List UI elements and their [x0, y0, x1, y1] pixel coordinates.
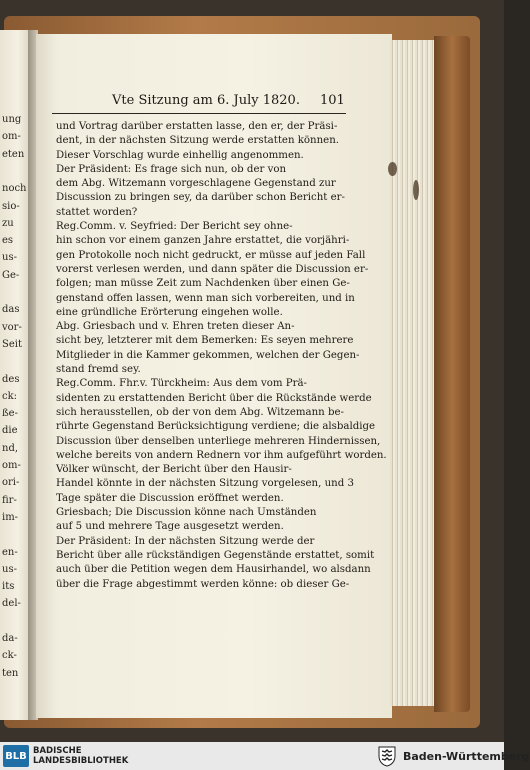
- text-line: auf 5 und mehrere Tage ausgesetzt werden.: [56, 521, 284, 533]
- text-line: dem Abg. Witzemann vorgeschlagene Gegenstand zur: [56, 178, 336, 190]
- library-name-line2: LANDESBIBLIOTHEK: [33, 756, 129, 766]
- text-line: Discussion über denselben unterliege mehreren Hindernissen,: [56, 435, 381, 447]
- left-page-fragment: es: [2, 235, 14, 247]
- running-header: Vte Sitzung am 6. July 1820.: [112, 93, 300, 108]
- left-page-fragment: Ge-: [2, 269, 20, 281]
- book-spine: [434, 36, 470, 712]
- left-page-fragment: das: [2, 304, 20, 316]
- text-line: Reg.Comm. Fhr.v. Türckheim: Aus dem vom Prä-: [56, 378, 307, 390]
- text-line: welche bereits von andern Rednern vor ihm aufgeführt worden.: [56, 449, 387, 461]
- text-line: genstand offen lassen, wenn man sich vorbereiten, und in: [56, 292, 355, 304]
- text-line: dent, in der nächsten Sitzung werde erstatten können.: [56, 135, 340, 147]
- library-name[interactable]: [33, 746, 128, 766]
- ink-stain: [413, 180, 419, 200]
- text-line: Handel könnte in der nächsten Sitzung vorgelesen, und 3: [56, 478, 354, 490]
- left-page-fragment: ung: [2, 114, 22, 125]
- left-page-fragment: da-: [2, 633, 18, 644]
- state-crest-icon: [378, 745, 396, 767]
- left-page-fragment: zu: [2, 217, 14, 229]
- library-logo[interactable]: BLB: [3, 745, 29, 767]
- left-page-fragment: us-: [2, 563, 17, 575]
- left-page-fragment: im-: [2, 511, 19, 523]
- left-page-fragment: ck-: [2, 650, 17, 662]
- library-name-line1: BADISCHE: [33, 746, 82, 756]
- left-page-fragment: om-: [2, 131, 21, 143]
- left-page-edge: [0, 30, 30, 720]
- ink-stain: [388, 162, 397, 176]
- page-body: [56, 120, 387, 592]
- text-line: Tage später die Discussion eröffnet werden.: [56, 492, 284, 504]
- text-line: Völker wünscht, der Bericht über den Hausir-: [56, 464, 292, 476]
- text-line: Discussion zu bringen sey, da darüber schon Bericht er-: [56, 192, 345, 204]
- text-line: sidenten zu erstattenden Bericht über die Rückstände werde: [56, 392, 372, 404]
- text-line: folgen; man müsse Zeit zum Nachdenken über einen Ge-: [56, 278, 350, 290]
- text-line: sicht bey, letzterer mit dem Bemerken: Es seyen mehrere: [56, 335, 354, 347]
- text-line: Bericht über alle rückständigen Gegenstände erstattet, somit: [56, 549, 375, 561]
- left-page-fragment: eten: [2, 148, 25, 160]
- left-page-fragment: sio-: [2, 200, 20, 212]
- text-line: stattet worden?: [56, 206, 138, 218]
- left-page-fragment: noch: [2, 183, 27, 195]
- left-page-fragment: del-: [2, 598, 21, 610]
- text-line: gen Protokolle noch nicht gedruckt, er müsse auf jeden Fall: [56, 249, 366, 261]
- text-line: auch über die Petition wegen dem Hausirhandel, wo alsdann: [56, 564, 371, 576]
- left-page-fragment: des: [2, 373, 20, 385]
- left-page-fragment: nd,: [2, 442, 19, 454]
- left-page-fragment: en-: [2, 546, 18, 558]
- left-page-fragment: ße-: [2, 408, 18, 420]
- text-line: rührte Gegenstand Berücksichtigung verdiene; die alsbaldige: [56, 421, 376, 433]
- left-page-fragment: us-: [2, 252, 17, 264]
- left-page-fragment: ck:: [2, 390, 18, 402]
- left-page-fragment: ori-: [2, 477, 20, 489]
- text-line: hin schon vor einem ganzen Jahre erstattet, die vorjähri-: [56, 235, 350, 247]
- page-number: 101: [320, 93, 345, 108]
- left-page-fragment: vor-: [2, 321, 22, 333]
- text-line: sich herausstellen, ob der von dem Abg. Witzemann be-: [56, 406, 344, 418]
- left-page-fragment: ten: [2, 667, 19, 679]
- text-line: Mitglieder in die Kammer gekommen, welchen der Gegen-: [56, 349, 360, 361]
- text-line: Der Präsident: Es frage sich nun, ob der von: [56, 163, 287, 175]
- state-label[interactable]: Baden-Württemberg: [403, 750, 530, 763]
- text-line: Dieser Vorschlag wurde einhellig angenommen.: [56, 149, 304, 161]
- text-line: Griesbach; Die Discussion könne nach Umständen: [56, 507, 317, 519]
- left-page-fragment: its: [2, 581, 15, 593]
- left-page-fragment: Seit: [2, 338, 22, 350]
- text-line: über die Frage abgestimmt werden könne: ob dieser Ge-: [56, 578, 350, 590]
- text-line: Reg.Comm. v. Seyfried: Der Bericht sey ohne-: [56, 221, 293, 233]
- left-page-fragment: om-: [2, 460, 21, 471]
- text-line: und Vortrag darüber erstatten lasse, den er, der Präsi-: [56, 121, 338, 132]
- text-line: stand fremd sey.: [56, 364, 141, 376]
- header-rule: [52, 113, 346, 114]
- page-edges: [390, 40, 434, 706]
- left-page-fragment: fir-: [2, 494, 17, 506]
- text-line: vorerst verlesen werden, und dann später die Discussion er-: [56, 263, 369, 275]
- text-line: Abg. Griesbach und v. Ehren treten dieser An-: [56, 321, 295, 333]
- left-page-fragment: die: [2, 425, 18, 437]
- text-line: Der Präsident: In der nächsten Sitzung werde der: [56, 535, 315, 547]
- text-line: eine gründliche Erörterung eingehen wolle.: [56, 306, 283, 318]
